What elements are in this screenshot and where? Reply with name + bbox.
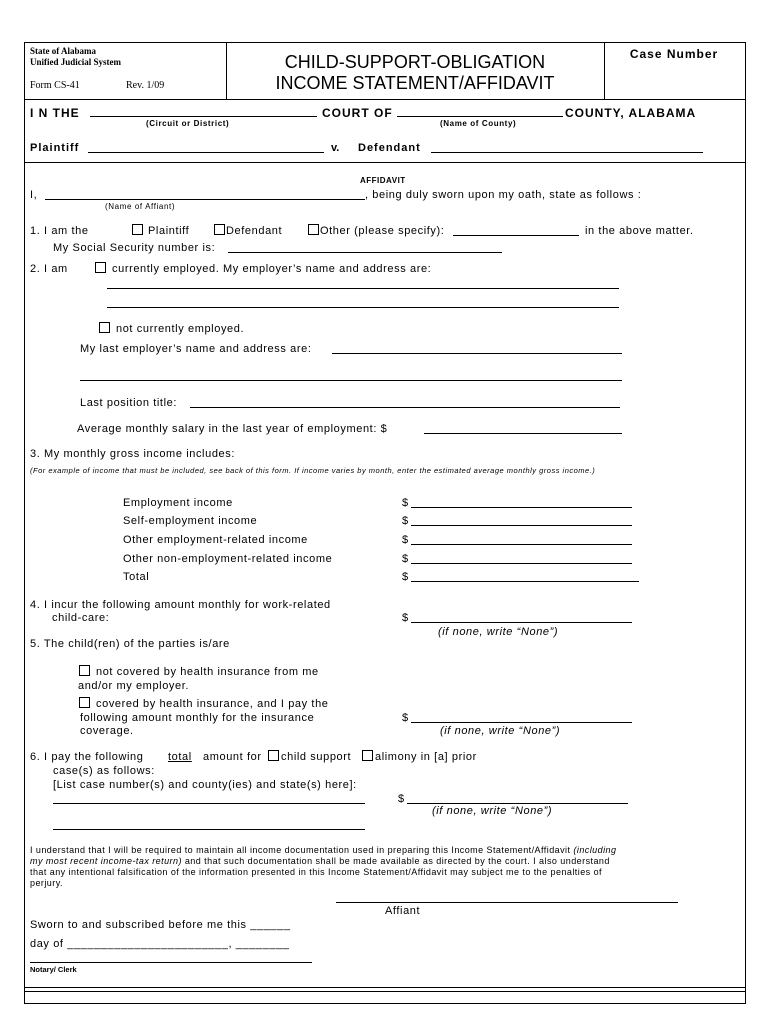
item5-label: 5. The child(ren) of the parties is/are [30,638,230,650]
income-row-label: Total [123,571,150,583]
defendant-label: Defendant [358,142,421,154]
dollar-sign: $ [402,612,409,624]
case-number-label: Case Number [629,47,719,61]
case-list-line-2[interactable] [53,819,365,830]
last-position-field[interactable] [190,397,620,408]
non-employment-income-field[interactable] [411,553,632,564]
income-row-label: Employment income [123,497,233,509]
income-row-label: Self-employment income [123,515,258,527]
item1-suffix: in the above matter. [585,225,694,237]
other-option: Other (please specify): [320,225,445,237]
prior-case-amount-field[interactable] [407,793,628,804]
alimony-option: alimony in [a] prior [375,751,477,763]
none-hint: (if none, write “None”) [432,805,553,817]
system-label: Unified Judicial System [30,57,122,67]
oath-text: , being duly sworn upon my oath, state as follows : [365,189,642,201]
item2-prefix: 2. I am [30,263,68,275]
last-employer-line-2[interactable] [80,370,622,381]
in-the-label: I N THE [30,106,80,120]
statement-line-1: I understand that I will be required to maintain all income documentation used in preparing this Income Statement/Affidavit (including [30,845,617,855]
affiant-signature-line[interactable] [336,902,678,903]
notary-signature-line[interactable] [30,962,312,963]
form-number: Form CS-41 [30,80,80,91]
covered-text-2: following amount monthly for the insurance [80,712,315,724]
child-support-option: child support [281,751,352,763]
income-row-label: Other employment-related income [123,534,308,546]
insurance-amount-field[interactable] [411,712,632,723]
affiant-hint: (Name of Affiant) [105,202,176,211]
other-specify-field[interactable] [453,225,579,236]
versus-label: v. [331,142,340,154]
plaintiff-option: Plaintiff [148,225,190,237]
form-title-2: INCOME STATEMENT/AFFIDAVIT [275,73,555,93]
notary-label: Notary/ Clerk [30,965,77,974]
affiant-name-field[interactable] [45,189,365,200]
employment-income-field[interactable] [411,497,632,508]
case-list-line-1[interactable] [53,793,365,804]
covered-checkbox[interactable] [79,697,90,708]
defendant-checkbox[interactable] [214,224,225,235]
day-of-text: day of ________________________, ________ [30,938,290,950]
court-of-label: COURT OF [322,106,393,120]
defendant-option: Defendant [226,225,283,237]
affiant-label: Affiant [385,905,421,917]
item6-line2: case(s) as follows: [53,765,155,777]
covered-text-3: coverage. [80,725,134,737]
form-revision: Rev. 1/09 [126,80,165,91]
not-employed-checkbox[interactable] [99,322,110,333]
item1-prefix: 1. I am the [30,225,89,237]
avg-salary-label: Average monthly salary in the last year of employment: $ [77,423,388,435]
not-employed-text: not currently employed. [116,323,245,335]
item4-line2: child-care: [52,612,110,624]
county-alabama-label: COUNTY, ALABAMA [565,106,697,120]
statement-line-2: my most recent income-tax return) and that such documentation shall be made available as directed by the court. I also understand [30,856,610,866]
sworn-text: Sworn to and subscribed before me this ______ [30,919,291,931]
last-position-label: Last position title: [80,397,177,409]
last-employer-field[interactable] [332,343,622,354]
item6-line3: [List case number(s) and county(ies) and state(s) here]: [53,779,357,791]
covered-text: covered by health insurance, and I pay the [96,698,329,710]
item6-total: total [168,751,192,763]
form-title-1: CHILD-SUPPORT-OBLIGATION [284,52,546,72]
avg-salary-field[interactable] [424,423,622,434]
item4-line1: 4. I incur the following amount monthly for work-related [30,599,331,611]
other-checkbox[interactable] [308,224,319,235]
court-type-field[interactable] [90,106,317,117]
not-covered-text-2: and/or my employer. [78,680,190,692]
circuit-hint: (Circuit or District) [146,119,230,128]
dollar-sign: $ [402,515,409,527]
child-support-checkbox[interactable] [268,750,279,761]
item6-amount-for: amount for [203,751,262,763]
employer-line-2[interactable] [107,297,619,308]
dollar-sign: $ [398,793,405,805]
plaintiff-label: Plaintiff [30,142,80,154]
not-covered-checkbox[interactable] [79,665,90,676]
income-row-label: Other non-employment-related income [123,553,333,565]
other-employment-income-field[interactable] [411,534,632,545]
total-income-field[interactable] [411,571,639,582]
dollar-sign: $ [402,712,409,724]
i-label: I, [30,189,38,201]
defendant-field[interactable] [431,142,703,153]
ssn-label: My Social Security number is: [53,242,216,254]
statement-line-4: perjury. [30,878,63,888]
not-covered-text: not covered by health insurance from me [96,666,319,678]
dollar-sign: $ [402,497,409,509]
item6-prefix: 6. I pay the following [30,751,144,763]
none-hint: (if none, write “None”) [440,725,561,737]
ssn-field[interactable] [228,242,502,253]
statement-line-3: that any intentional falsification of the information presented in this Income Statement/Affidavit may subject me to the penalties of [30,867,602,877]
last-employer-label: My last employer’s name and address are: [80,343,312,355]
employed-text: currently employed. My employer’s name and address are: [112,263,432,275]
dollar-sign: $ [402,571,409,583]
state-label: State of Alabama [30,46,96,56]
plaintiff-checkbox[interactable] [132,224,143,235]
none-hint: (if none, write “None”) [438,626,559,638]
item3-note: (For example of income that must be included, see back of this form. If income varies by month, enter the estimated average monthly gross income.) [30,466,596,475]
county-hint: (Name of County) [440,119,517,128]
plaintiff-field[interactable] [88,142,324,153]
affidavit-heading: AFFIDAVIT [360,176,406,185]
dollar-sign: $ [402,534,409,546]
employed-checkbox[interactable] [95,262,106,273]
county-field[interactable] [397,106,563,117]
childcare-field[interactable] [411,612,632,623]
self-employment-income-field[interactable] [411,515,632,526]
dollar-sign: $ [402,553,409,565]
alimony-checkbox[interactable] [362,750,373,761]
item3-label: 3. My monthly gross income includes: [30,448,236,460]
employer-line-1[interactable] [107,278,619,289]
